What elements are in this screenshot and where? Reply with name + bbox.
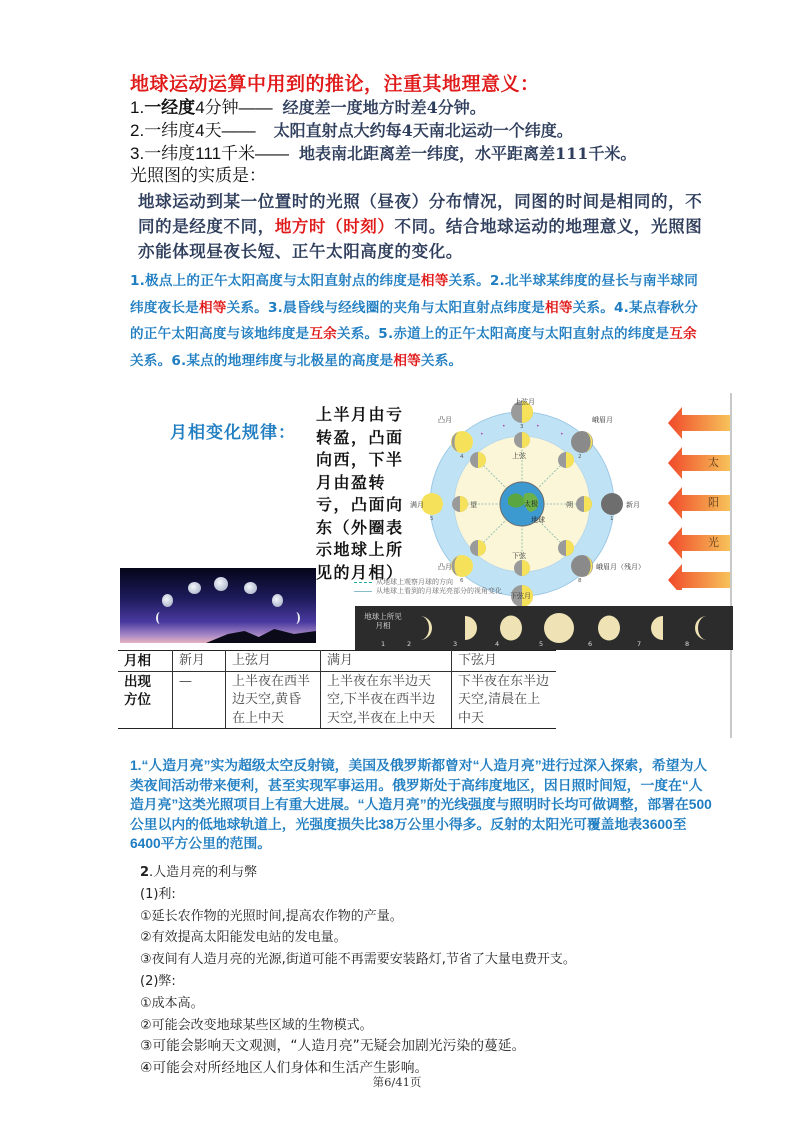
table-cell: — bbox=[173, 671, 226, 729]
section-heading: 地球运动运算中用到的推论，注重其地理意义： bbox=[130, 73, 540, 95]
highlight-segment: 互余 bbox=[669, 326, 697, 342]
cons-label: (2)弊: bbox=[140, 973, 176, 989]
svg-text:•: • bbox=[536, 423, 540, 430]
svg-text:朔: 朔 bbox=[566, 501, 573, 509]
line-explanation: 太阳直射点大约每4天南北运动一个纬度。 bbox=[273, 121, 573, 140]
relationship-paragraph bbox=[130, 268, 710, 374]
essence-text: 地球运动到某一位置时的光照（昼夜）分布情况，同图的时间是相同的，不同的是经度不同， bbox=[138, 192, 703, 236]
svg-text:下弦: 下弦 bbox=[512, 552, 526, 560]
pros-item: ①延长农作物的光照时间,提高农作物的产量。 bbox=[140, 908, 403, 924]
pros-item: ③夜间有人造月亮的光源,街道可能不再需要安装路灯,节省了大量电费开支。 bbox=[140, 952, 576, 968]
inference-line-1 bbox=[130, 96, 710, 119]
svg-text:峨眉月: 峨眉月 bbox=[592, 416, 613, 424]
svg-text:•: • bbox=[560, 431, 564, 438]
text-segment: 关系。5.赤道上的正午太阳高度与太阳直射点的纬度是 bbox=[336, 326, 670, 342]
dashed-line-icon bbox=[354, 582, 372, 583]
earth-center-label: 太极 bbox=[524, 500, 538, 508]
solid-line-icon bbox=[354, 591, 372, 592]
cons-item: ④可能会对所经地区人们身体和生活产生影响。 bbox=[140, 1060, 429, 1077]
text-segment: 关系。6.某点的地理纬度与北极星的高度是 bbox=[130, 352, 394, 369]
svg-text:3: 3 bbox=[520, 424, 524, 430]
line-explanation: 经度差一度地方时差4分钟。 bbox=[282, 98, 486, 117]
cons-item: ①成本高。 bbox=[140, 995, 204, 1011]
essence-title: 光照图的实质是： bbox=[130, 166, 266, 185]
legend-item: 从地球上看到的月球光亮部分的视角变化 bbox=[354, 587, 502, 596]
legend-item: 从地球上观察月球的方向 bbox=[354, 578, 502, 587]
waxing-gibbous-icon bbox=[497, 614, 525, 642]
essence-paragraph bbox=[138, 189, 710, 264]
svg-text:望: 望 bbox=[470, 501, 477, 509]
earth-motion-inference-block bbox=[130, 72, 710, 264]
line-lead: 一纬度4天—— bbox=[144, 121, 256, 140]
line-explanation: 地表南北距离差一纬度，水平距离差111千米。 bbox=[299, 144, 637, 163]
sun-label-1: 太 bbox=[708, 456, 719, 469]
svg-text:峨眉月（残月）: 峨眉月（残月） bbox=[596, 563, 645, 571]
table-header-cell: 月相 bbox=[118, 651, 173, 672]
highlight-segment: 相等 bbox=[545, 299, 573, 316]
line-lead: 一纬度111千米—— bbox=[144, 144, 290, 163]
moon-phase-photo bbox=[120, 568, 316, 643]
line-number: 2. bbox=[130, 121, 145, 140]
essence-text: 不同。结合地球运动的地理意义，光照图亦能体现昼夜长短、正午太阳高度的变化。 bbox=[138, 217, 703, 261]
first-quarter-icon bbox=[455, 614, 483, 642]
svg-text:凸月: 凸月 bbox=[438, 416, 452, 424]
diagram-legend bbox=[354, 578, 502, 596]
diagram-label-bottom: 下弦月 bbox=[510, 592, 531, 600]
figure-right-border bbox=[730, 393, 732, 738]
table-header-cell: 上弦月 bbox=[226, 651, 321, 672]
inference-line-2 bbox=[130, 119, 710, 142]
text-segment: 1.极点上的正午太阳高度与太阳直射点的纬度是 bbox=[130, 273, 421, 289]
line-bold-lead: 一经度 bbox=[144, 98, 196, 117]
artificial-moon-paragraph: 1.“人造月亮”实为超级太空反射镜，美国及俄罗斯都曾对“人造月亮”进行过深入探索，希望为人类夜间活动带来便利，甚至实现军事运用。俄罗斯处于高纬度地区，因日照时间短，一度在“人造月亮”这类光照项目上有重大进展。“人造月亮”的光线强度与照明时长均可做调整，部署在500公里以内的低地球轨道上，光强度损失比38万公里小得多。反射的太阳光可覆盖地表3600至6400平方公里的范围。 bbox=[130, 758, 712, 852]
svg-text:地球: 地球 bbox=[531, 516, 545, 524]
moon-phase-rule-text: 上半月由亏转盈，凸面向西，下半月由盈转亏，凸面向东（外圈表示地球上所见的月相） bbox=[316, 405, 404, 582]
highlight-segment: 相等 bbox=[420, 273, 449, 289]
subsection-title: 2.人造月亮的利与弊 bbox=[140, 865, 258, 880]
sun-label-2: 阳 bbox=[708, 496, 719, 509]
table-header-cell: 下弦月 bbox=[452, 651, 557, 672]
waxing-crescent-icon bbox=[410, 614, 438, 642]
highlight-segment: 互余 bbox=[309, 326, 337, 342]
moon-orbit-diagram bbox=[410, 398, 660, 608]
svg-text:凸月: 凸月 bbox=[438, 563, 452, 571]
pros-cons-block bbox=[140, 862, 600, 1080]
line-lead: 4分钟—— bbox=[195, 98, 273, 117]
sunlight-arrows bbox=[668, 405, 730, 590]
line-number: 1. bbox=[130, 98, 145, 117]
highlight-segment: 相等 bbox=[393, 352, 421, 369]
sun-label-3: 光 bbox=[708, 536, 719, 549]
svg-text:上弦: 上弦 bbox=[512, 452, 526, 460]
highlight-segment: 相等 bbox=[198, 299, 227, 316]
svg-text:4: 4 bbox=[460, 454, 464, 460]
table-header-row bbox=[118, 651, 556, 672]
pros-item: ②有效提高太阳能发电站的发电量。 bbox=[140, 930, 347, 946]
waning-gibbous-icon bbox=[595, 614, 623, 642]
svg-text:2: 2 bbox=[578, 454, 582, 460]
text-segment: 关系。3.晨昏线与经线圈的夹角与太阳直射点纬度是 bbox=[226, 299, 546, 316]
cons-item: ②可能会改变地球某些区域的生物模式。 bbox=[140, 1017, 373, 1033]
line-number: 3. bbox=[130, 144, 145, 163]
strip-label: 地球上所见月相 bbox=[364, 612, 402, 630]
text-segment: 关系。2.北半球某纬度的昼长与南半球同纬度夜长是 bbox=[130, 273, 699, 316]
svg-text:新月: 新月 bbox=[626, 501, 640, 509]
table-header-cell: 新月 bbox=[173, 651, 226, 672]
pros-label: (1)利: bbox=[140, 886, 176, 902]
svg-text:6: 6 bbox=[460, 578, 464, 584]
essence-highlight: 地方时（时刻） bbox=[274, 217, 395, 236]
table-cell: 上半夜在东半边天空,下半夜在西半边天空,半夜在上中天 bbox=[321, 671, 452, 729]
inference-line-3 bbox=[130, 142, 710, 165]
svg-text:满月: 满月 bbox=[410, 501, 424, 509]
table-header-cell: 满月 bbox=[321, 651, 452, 672]
waning-crescent-icon bbox=[689, 614, 717, 642]
moon-phase-title: 月相变化规律： bbox=[170, 423, 296, 443]
cons-item: ③可能会影响天文观测，“人造月亮”无疑会加剧光污染的蔓延。 bbox=[140, 1038, 526, 1055]
table-row-label: 出现 方位 bbox=[118, 671, 173, 729]
table-row bbox=[118, 671, 556, 729]
full-moon-icon bbox=[543, 612, 575, 644]
moon-phase-table bbox=[118, 650, 556, 729]
svg-text:•: • bbox=[502, 423, 506, 430]
svg-text:上弦月: 上弦月 bbox=[514, 398, 535, 406]
svg-text:5: 5 bbox=[430, 516, 434, 522]
text-segment: 关系。4.某点春秋分的正午太阳高度与该地纬度是 bbox=[130, 299, 699, 342]
table-cell: 下半夜在东半边天空,清晨在上中天 bbox=[452, 671, 557, 729]
page-number: 第6/41页 bbox=[372, 1075, 422, 1089]
text-segment: 关系。 bbox=[420, 352, 463, 369]
svg-text:8: 8 bbox=[578, 578, 582, 584]
table-cell: 上半夜在西半边天空,黄昏在上中天 bbox=[226, 671, 321, 729]
svg-text:1: 1 bbox=[610, 516, 614, 522]
observed-phase-strip: 地球上所见月相 1 2 3 4 5 6 7 8 bbox=[355, 606, 733, 650]
last-quarter-icon bbox=[645, 614, 673, 642]
svg-text:•: • bbox=[480, 431, 484, 438]
